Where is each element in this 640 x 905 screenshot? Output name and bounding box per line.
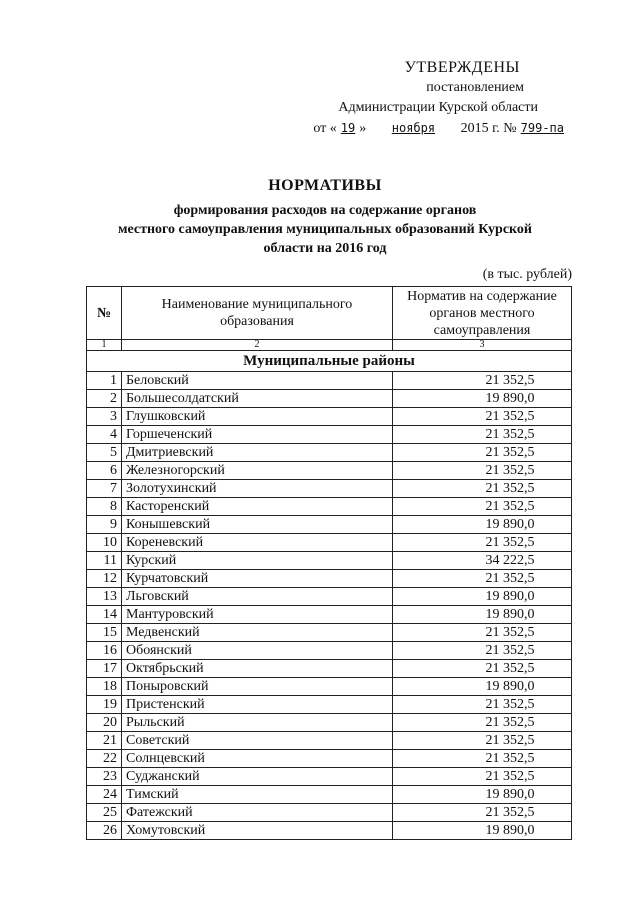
date-month: ноября	[391, 121, 436, 135]
district-name: Обоянский	[122, 642, 393, 660]
document-title: НОРМАТИВЫ	[268, 177, 382, 194]
norm-value: 21 352,5	[393, 570, 572, 588]
row-number: 13	[87, 588, 122, 606]
subtitle-line-1: формирования расходов на содержание органов	[173, 203, 477, 218]
norm-value: 19 890,0	[393, 516, 572, 534]
norm-value: 21 352,5	[393, 732, 572, 750]
section-row	[87, 351, 572, 372]
row-number: 6	[87, 462, 122, 480]
norm-value: 19 890,0	[393, 606, 572, 624]
district-name: Золотухинский	[122, 480, 393, 498]
units-note: (в тыс. рублей)	[482, 267, 572, 282]
table-row	[87, 786, 572, 804]
table-row	[87, 426, 572, 444]
row-number: 16	[87, 642, 122, 660]
norm-value: 21 352,5	[393, 534, 572, 552]
district-name: Октябрьский	[122, 660, 393, 678]
district-name: Советский	[122, 732, 393, 750]
row-number: 1	[87, 372, 122, 390]
norms-table	[86, 286, 572, 840]
district-name: Суджанский	[122, 768, 393, 786]
district-name: Большесолдатский	[122, 390, 393, 408]
table-row	[87, 642, 572, 660]
district-name: Касторенский	[122, 498, 393, 516]
table-row	[87, 480, 572, 498]
district-name: Глушковский	[122, 408, 393, 426]
norm-value: 21 352,5	[393, 660, 572, 678]
row-number: 10	[87, 534, 122, 552]
table-row	[87, 750, 572, 768]
district-name: Медвенский	[122, 624, 393, 642]
table-row	[87, 570, 572, 588]
table-row	[87, 588, 572, 606]
row-number: 2	[87, 390, 122, 408]
table-header-row	[87, 287, 572, 340]
district-name: Поныровский	[122, 678, 393, 696]
row-number: 24	[87, 786, 122, 804]
date-prefix: от «	[313, 121, 337, 136]
norm-value: 21 352,5	[393, 768, 572, 786]
row-number: 8	[87, 498, 122, 516]
table-row	[87, 804, 572, 822]
approval-block	[313, 58, 568, 139]
date-mid: »	[359, 121, 367, 136]
row-number: 15	[87, 624, 122, 642]
column-number-1: 1	[87, 340, 122, 351]
section-title: Муниципальные районы	[87, 351, 572, 372]
district-name: Мантуровский	[122, 606, 393, 624]
approval-title: УТВЕРЖДЕНЫ	[404, 59, 520, 76]
row-number: 5	[87, 444, 122, 462]
row-number: 14	[87, 606, 122, 624]
table-row	[87, 660, 572, 678]
district-name: Льговский	[122, 588, 393, 606]
row-number: 7	[87, 480, 122, 498]
table-row	[87, 408, 572, 426]
norm-value: 21 352,5	[393, 462, 572, 480]
document-heading	[90, 177, 560, 258]
table-body	[87, 372, 572, 840]
row-number: 21	[87, 732, 122, 750]
district-name: Солнцевский	[122, 750, 393, 768]
norm-value: 19 890,0	[393, 822, 572, 840]
row-number: 18	[87, 678, 122, 696]
row-number: 26	[87, 822, 122, 840]
norm-value: 21 352,5	[393, 480, 572, 498]
column-numbers-row	[87, 340, 572, 351]
table-row	[87, 606, 572, 624]
norm-value: 21 352,5	[393, 372, 572, 390]
table-row	[87, 822, 572, 840]
row-number: 20	[87, 714, 122, 732]
header-value: Норматив на содержание органов местного самоуправления	[393, 287, 572, 340]
approval-line-1: постановлением	[426, 80, 524, 95]
norm-value: 19 890,0	[393, 588, 572, 606]
norm-value: 34 222,5	[393, 552, 572, 570]
norm-value: 21 352,5	[393, 696, 572, 714]
table-row	[87, 624, 572, 642]
column-number-3: 3	[393, 340, 572, 351]
approval-date	[313, 118, 568, 139]
district-name: Фатежский	[122, 804, 393, 822]
norm-value: 21 352,5	[393, 642, 572, 660]
table-row	[87, 678, 572, 696]
norm-value: 21 352,5	[393, 408, 572, 426]
row-number: 11	[87, 552, 122, 570]
district-name: Горшеченский	[122, 426, 393, 444]
subtitle-line-3: области на 2016 год	[263, 241, 387, 256]
row-number: 9	[87, 516, 122, 534]
approval-line-2: Администрации Курской области	[338, 100, 538, 115]
district-name: Пристенский	[122, 696, 393, 714]
district-name: Конышевский	[122, 516, 393, 534]
subtitle-line-2: местного самоуправления муниципальных образований Курской	[117, 222, 533, 237]
district-name: Курчатовский	[122, 570, 393, 588]
norm-value: 21 352,5	[393, 444, 572, 462]
table-row	[87, 552, 572, 570]
table-row	[87, 498, 572, 516]
table-row	[87, 768, 572, 786]
date-year: 2015 г. №	[460, 121, 517, 136]
norm-value: 21 352,5	[393, 804, 572, 822]
district-name: Кореневский	[122, 534, 393, 552]
norm-value: 19 890,0	[393, 786, 572, 804]
table-row	[87, 462, 572, 480]
table-row	[87, 444, 572, 462]
norm-value: 21 352,5	[393, 498, 572, 516]
table-row	[87, 534, 572, 552]
header-name: Наименование муниципального образования	[122, 287, 393, 340]
norm-value: 19 890,0	[393, 678, 572, 696]
district-name: Беловский	[122, 372, 393, 390]
norm-value: 21 352,5	[393, 714, 572, 732]
row-number: 3	[87, 408, 122, 426]
date-day: 19	[340, 121, 356, 135]
decree-number: 799-па	[520, 121, 564, 135]
norm-value: 21 352,5	[393, 750, 572, 768]
row-number: 19	[87, 696, 122, 714]
district-name: Тимский	[122, 786, 393, 804]
table-row	[87, 372, 572, 390]
table-row	[87, 696, 572, 714]
table-row	[87, 516, 572, 534]
table-row	[87, 714, 572, 732]
district-name: Железногорский	[122, 462, 393, 480]
table-row	[87, 732, 572, 750]
column-number-2: 2	[122, 340, 393, 351]
district-name: Рыльский	[122, 714, 393, 732]
district-name: Хомутовский	[122, 822, 393, 840]
row-number: 22	[87, 750, 122, 768]
district-name: Курский	[122, 552, 393, 570]
header-number: №	[87, 287, 122, 340]
table-row	[87, 390, 572, 408]
row-number: 25	[87, 804, 122, 822]
norm-value: 21 352,5	[393, 624, 572, 642]
district-name: Дмитриевский	[122, 444, 393, 462]
norm-value: 19 890,0	[393, 390, 572, 408]
row-number: 17	[87, 660, 122, 678]
row-number: 23	[87, 768, 122, 786]
row-number: 12	[87, 570, 122, 588]
row-number: 4	[87, 426, 122, 444]
norm-value: 21 352,5	[393, 426, 572, 444]
